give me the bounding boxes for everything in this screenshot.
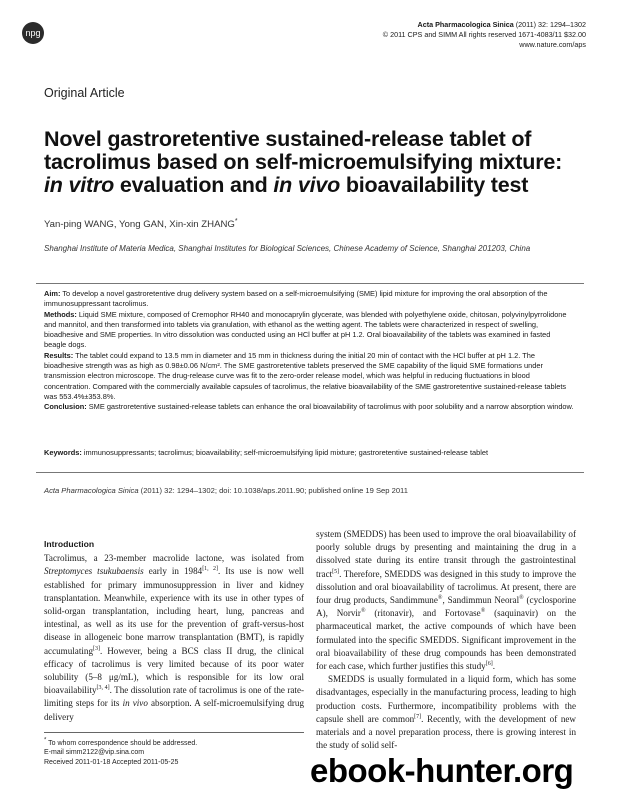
results-text: The tablet could expand to 13.5 mm in diameter and 15 mm in thickness during the initial 20 min of contact with the HCl buffer at pH 1.2. The bioadhesive strength was as high as 0.98±0.06 N/cm². The SME gastroretentive tablets preserved the SME capability of the liquid SME formations under transmission electron microscope. The drug-release curve was fit to the zero-order release model, which was helpful in reducing fluctuations in blood concentration. Compared with the commercially available capsules of tacrolimus, the relative bioavailability of the SME gastroretentive sustained-release tablets was 553.4%±353.8%. <box>44 350 567 401</box>
in-vivo-text: in vivo <box>122 698 148 709</box>
footnote-text: To whom correspondence should be addressed. <box>46 740 198 747</box>
aim-label: Aim: <box>44 289 61 298</box>
rc-text-p2a: SMEDDS is usually formulated in a liquid form, which has some disadvantages, especially in the manufacturing process, leading to high production costs. Furthermore, incompatibility problems with the capsule shell are common <box>316 674 576 724</box>
registered-mark: ® <box>360 608 366 615</box>
ref-link[interactable]: [3] <box>93 645 100 652</box>
ref-link[interactable]: [1, 2] <box>202 566 218 573</box>
journal-name: Acta Pharmacologica Sinica <box>417 20 514 29</box>
rc-text-p2b: . Recently, with the development of new materials and a novel preparation process, there is growing interest in the study of solid self- <box>316 713 576 751</box>
abstract-conclusion <box>44 402 574 412</box>
authors <box>44 219 238 230</box>
title-in-vitro: in vitro <box>44 173 115 197</box>
footnote-email[interactable]: E-mail simm2122@vip.sina.com <box>44 749 145 757</box>
citation <box>44 486 584 495</box>
intro-text-d: . However, being a BCS class II drug, the clinical efficacy of tacrolimus is very limited because of its poor water solubility (5–8 μg/mL), which is responsible for its low oral bioavailability <box>44 645 304 696</box>
ref-link[interactable]: [7] <box>414 713 422 720</box>
rc-text-d: (cyclosporine A), Norvir <box>316 595 576 619</box>
corresponding-mark: * <box>234 217 238 225</box>
rc-text-f: (saquinavir) on the pharmaceutical market, the active compounds of which have been formulated into the specific SMEDDS. Significant improvement in the oral bioavailability of these drug compounds has been demonstrated for each case, which further justifies this study <box>316 608 576 672</box>
rc-text-e: (ritonavir), and Fortovase <box>365 608 481 619</box>
right-paragraph-2 <box>316 673 576 752</box>
ref-link[interactable]: [3, 4] <box>96 685 110 692</box>
intro-text-e: . The dissolution rate of tacrolimus is one of the rate-limiting steps for its <box>44 685 305 709</box>
footnote-star: * <box>44 737 47 744</box>
intro-text-b: early in 1984 <box>143 566 203 577</box>
abstract-methods <box>44 310 574 351</box>
conclusion-text: SME gastroretentive sustained-release tablets can enhance the oral bioavailability of tacrolimus with poor solubility and a narrow absorption window. <box>86 402 574 412</box>
journal-volume: (2011) 32: 1294–1302 <box>513 20 586 29</box>
keywords <box>44 448 574 458</box>
article-type: Original Article <box>44 86 125 100</box>
journal-url[interactable]: www.nature.com/aps <box>519 40 586 49</box>
watermark: ebook-hunter.org <box>310 752 574 789</box>
abstract <box>44 289 574 413</box>
methods-text: Liquid SME mixture, composed of Cremophor RH40 and monocaprylin glycerate, was blended with polyethylene oxide, chitosan, polyvinylpyrrolidone and mannitol, and then transformed into tablets via granulation, with ethanol as the wetting agent. The tablets were characterized in respect of swelling, bioadhesive and SME properties. In vitro dissolution was conducted using an HCl buffer at pH 1.2. Oral bioavailability of the tablets was examined in fasted beagle dogs. <box>44 309 567 350</box>
intro-column <box>44 538 304 724</box>
intro-paragraph <box>44 552 304 724</box>
intro-text-c: . Its use is now well established for primary immunosuppression in liver and kidney transplantation. Meanwhile, experience with its use in other types of solid-organ transplantation, including heart, lung, pancreas and intestinal, as well as its use for the prevention of graft-versus-host disease in allogeneic bone marrow transplantation (BMT), is rapidly accumulating <box>44 566 304 656</box>
title-l3-end: bioavailability test <box>340 173 529 197</box>
rc-text-c: , Sandimmun Neoral <box>442 595 520 606</box>
ref-link[interactable]: [5] <box>332 568 340 575</box>
journal-header <box>383 20 586 50</box>
title-line-1: Novel gastroretentive sustained-release tablet of <box>44 127 532 151</box>
footnotes <box>44 732 304 767</box>
registered-mark: ® <box>480 608 486 615</box>
rc-text-a: system (SMEDDS) has been used to improve the oral bioavailability of poorly soluble drugs by presenting and maintaining the drug in a dissolved state during its entire transit through the gastrointestinal tract <box>316 529 576 579</box>
species-name: Streptomyces tsukubaensis <box>44 566 144 577</box>
copyright-line: © 2011 CPS and SIMM All rights reserved 1671-4083/11 $32.00 <box>382 30 586 39</box>
citation-journal: Acta Pharmacologica Sinica <box>44 486 139 495</box>
aim-text: To develop a novel gastroretentive drug delivery system based on a self-microemulsifying (SME) lipid mixture for improving the oral absorption of the immunosuppressant tacrolimus. <box>44 289 548 309</box>
registered-mark: ® <box>437 594 443 601</box>
footnote-correspondence <box>44 739 304 748</box>
methods-label: Methods: <box>44 309 77 319</box>
abstract-aim <box>44 289 574 310</box>
abstract-results <box>44 351 574 402</box>
article-title <box>44 128 584 197</box>
right-column <box>316 528 576 752</box>
affiliation: Shanghai Institute of Materia Medica, Shanghai Institutes for Biological Sciences, Chinese Academy of Science, Shanghai 201203, China <box>44 244 531 253</box>
footnote-dates: Received 2011-01-18 Accepted 2011-05-25 <box>44 758 179 766</box>
rc-text-b: . Therefore, SMEDDS was designed in this study to improve the dissolution and oral bioavailability of tacrolimus. At present, there are four drug products, Sandimmune <box>316 568 576 606</box>
ref-link[interactable]: [6] <box>485 661 493 667</box>
keywords-text: immunosuppressants; tacrolimus; bioavailability; self-microemulsifying lipid mixture; gastroretentive sustained-release tablet <box>81 448 489 457</box>
citation-details: (2011) 32: 1294–1302; doi: 10.1038/aps.2011.90; published online 19 Sep 2011 <box>138 486 408 495</box>
right-paragraph-1 <box>316 528 576 673</box>
keywords-label: Keywords: <box>44 448 82 457</box>
conclusion-label: Conclusion: <box>44 402 87 412</box>
intro-text-a: Tacrolimus, a 23-member macrolide lactone, was isolated from <box>44 553 304 564</box>
title-l3-text: evaluation and <box>114 173 274 197</box>
intro-text-f: absorption. A self-microemulsifying drug delivery <box>44 698 305 722</box>
results-label: Results: <box>44 350 74 360</box>
author-names: Yan-ping WANG, Yong GAN, Xin-xin ZHANG <box>44 219 235 230</box>
intro-heading: Introduction <box>44 539 95 549</box>
title-in-vivo: in vivo <box>273 173 341 197</box>
title-line-3 <box>44 174 584 197</box>
npg-logo: npg <box>22 22 44 44</box>
title-line-2: tacrolimus based on self-microemulsifying mixture: <box>44 150 563 174</box>
rc-text-g: . <box>492 661 495 672</box>
registered-mark: ® <box>519 594 524 601</box>
